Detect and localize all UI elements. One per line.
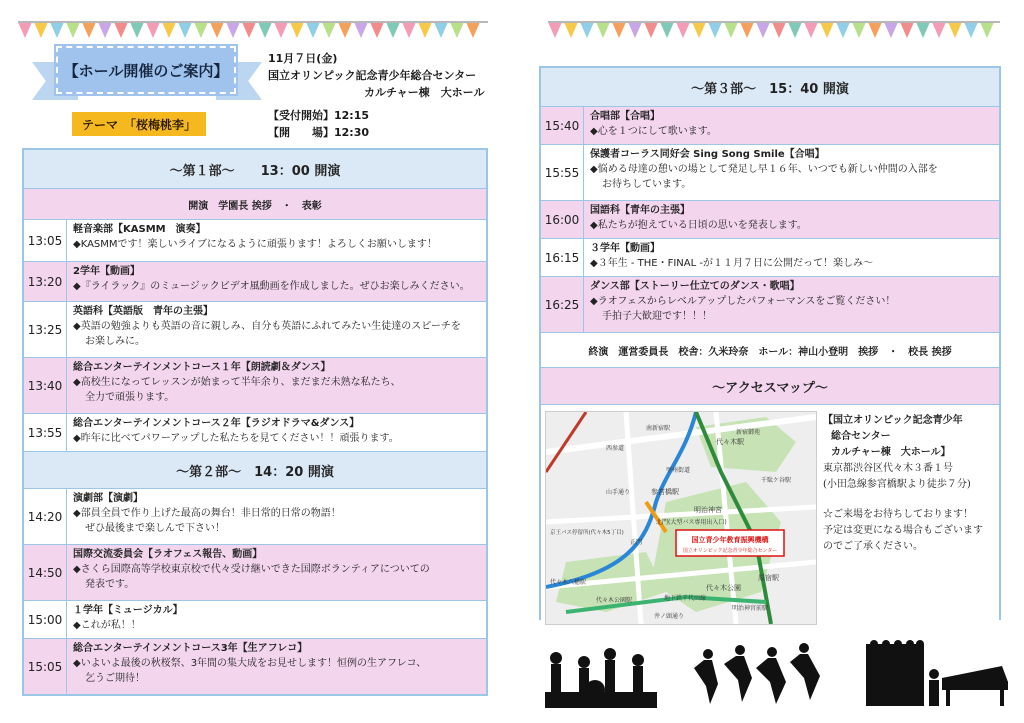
closing-line: 終演 運営委員長 校舎：久米玲奈 ホール：神山小登明 挨拶 ・ 校長 挨拶 — [541, 333, 999, 368]
program-time: 13:20 — [24, 262, 67, 301]
bunting-pennant — [18, 22, 32, 38]
bunting-pennant — [756, 22, 770, 38]
program-title: 国際交流委員会【ラオフェス報告、動画】 — [73, 549, 263, 560]
bunting-pennant — [82, 22, 96, 38]
program-description: ◆ラオフェスからレベルアップしたパフォーマンスをご覧ください！ — [590, 296, 896, 307]
program-content — [67, 220, 486, 261]
map-yoyogi-koen-st: 代々木公園駅 — [596, 597, 633, 604]
program-content — [67, 639, 486, 694]
program-time: 13:40 — [24, 358, 67, 413]
map-park: 代々木公園 — [706, 584, 741, 592]
reception-time: 【受付開始】12:15 — [268, 109, 370, 122]
program-time: 15:40 — [541, 107, 584, 144]
program-description: ◆３年生 - THE・FINAL -が１１月７日に公開だって！楽しみ～ — [590, 258, 873, 269]
program-description: お待ちしています。 — [602, 179, 692, 190]
bunting-pennant — [418, 22, 432, 38]
bunting-pennant — [258, 22, 272, 38]
map-yoyogi-hachiman: 代々木八幡駅 — [550, 579, 587, 586]
program-description: ◆高校生になってレッスンが始まって半年余り、まだまだ未熟な私たち、 — [73, 377, 401, 388]
part3-header: ～第３部～ 15：40 開演 — [541, 68, 999, 107]
event-hall: カルチャー棟 大ホール — [364, 86, 485, 99]
bunting-pennant — [884, 22, 898, 38]
bunting-pennant — [66, 22, 80, 38]
bunting-pennant — [434, 22, 448, 38]
program-content — [584, 145, 999, 200]
bunting-pennant — [34, 22, 48, 38]
bunting-pennant — [932, 22, 946, 38]
program-row — [541, 239, 999, 277]
program-time: 13:05 — [24, 220, 67, 261]
program-content — [67, 302, 486, 357]
bunting-pennant — [820, 22, 834, 38]
bunting-pennant — [548, 22, 562, 38]
program-row — [24, 358, 486, 414]
address-line-1: 【国立オリンピック記念青少年 — [823, 415, 963, 426]
bunting-pennant — [692, 22, 706, 38]
bunting-pennant — [948, 22, 962, 38]
program-row — [541, 277, 999, 333]
band-silhouette-image — [545, 638, 657, 708]
map-koshu: 甲州街道 — [666, 467, 691, 474]
program-title: 軽音楽部【KASMM 演奏】 — [73, 224, 206, 235]
part1-opening: 開演 学園長 挨拶 ・ 表彰 — [24, 189, 486, 220]
program-content — [584, 201, 999, 238]
program-row — [24, 545, 486, 601]
program-title: 国語科【青年の主張】 — [590, 205, 690, 216]
bunting-pennant — [788, 22, 802, 38]
part2-header: ～第２部～ 14：20 開演 — [24, 452, 486, 489]
access-map — [545, 411, 817, 625]
map-west-gate: 正門 — [630, 539, 643, 546]
program-description: 全力で頑張ります。 — [85, 392, 175, 403]
bunting-pennant — [386, 22, 400, 38]
program-row — [24, 639, 486, 695]
address-line-3: カルチャー棟 大ホール】 — [831, 447, 951, 458]
map-center-sublabel: 国立オリンピック記念青少年総合センター — [682, 548, 778, 554]
program-row — [24, 220, 486, 262]
program-description: 乞うご期待！ — [85, 673, 145, 684]
bunting-pennant — [724, 22, 738, 38]
map-yoyogi-st: 代々木駅 — [716, 438, 744, 446]
bunting-pennant — [338, 22, 352, 38]
program-time: 16:25 — [541, 277, 584, 332]
program-time: 13:55 — [24, 414, 67, 451]
program-row — [541, 107, 999, 145]
event-info — [268, 50, 484, 141]
program-row — [24, 262, 486, 302]
header-ribbon — [32, 44, 262, 106]
program-description: 発表です。 — [85, 579, 135, 590]
access-map-drawing — [546, 412, 816, 624]
event-date: 11月７日(金) — [268, 52, 338, 65]
program-title: 演劇部【演劇】 — [73, 493, 143, 504]
map-subway: 地下鉄千代田線 — [664, 595, 707, 602]
bunting-pennant — [370, 22, 384, 38]
bunting-pennant — [114, 22, 128, 38]
note-line-3: のでご了承ください。 — [823, 541, 923, 552]
bunting-right — [548, 22, 1000, 44]
program-table-left — [22, 148, 488, 696]
bunting-pennant — [98, 22, 112, 38]
program-title: 総合エンターテインメントコース２年【ラジオドラマ&ダンス】 — [73, 418, 360, 429]
map-station1: 参宮橋駅 — [651, 488, 679, 496]
bunting-left — [18, 22, 488, 44]
program-description: ◆さくら国際高等学校東京校で代々受け継いできた国際ボランティアについての — [73, 564, 430, 575]
bunting-pennant — [178, 22, 192, 38]
bunting-pennant — [644, 22, 658, 38]
program-title: 総合エンターテインメントコース3年【生アフレコ】 — [73, 643, 308, 654]
access-address — [817, 405, 989, 631]
bunting-pennant — [290, 22, 304, 38]
program-row — [24, 601, 486, 639]
program-time: 16:15 — [541, 239, 584, 276]
program-time: 14:50 — [24, 545, 67, 600]
program-title: ３学年【動画】 — [590, 243, 660, 254]
address-line-2: 総合センター — [831, 431, 891, 442]
program-description: ◆部員全員で作り上げた最高の舞台！非日常的日常の物語！ — [73, 508, 341, 519]
bunting-pennant — [740, 22, 754, 38]
program-title: 総合エンターテインメントコース１年【朗読劇＆ダンス】 — [73, 362, 331, 373]
access-header: ～アクセスマップ～ — [541, 368, 999, 405]
program-row — [24, 489, 486, 545]
program-content — [67, 601, 486, 638]
program-content — [67, 262, 486, 301]
program-time: 14:20 — [24, 489, 67, 544]
program-title: 2学年【動画】 — [73, 266, 140, 277]
program-content — [584, 239, 999, 276]
program-time: 15:05 — [24, 639, 67, 694]
part1-rows — [24, 220, 486, 452]
bunting-pennant — [772, 22, 786, 38]
program-content — [67, 358, 486, 413]
program-row — [541, 201, 999, 239]
program-table-right — [539, 66, 1001, 620]
program-time: 15:55 — [541, 145, 584, 200]
program-description: ◆KASMMです！楽しいライブになるように頑張ります！よろしくお願いします！ — [73, 239, 437, 250]
bunting-pennant — [612, 22, 626, 38]
bunting-pennant — [900, 22, 914, 38]
bunting-pennant — [466, 22, 480, 38]
program-description: ◆いよいよ最後の秋桜祭、3年間の集大成をお見せします！恒例の生アフレコ、 — [73, 658, 427, 669]
bunting-pennant — [162, 22, 176, 38]
program-title: 合唱部【合唱】 — [590, 111, 660, 122]
part3-rows — [541, 107, 999, 333]
program-content — [584, 277, 999, 332]
program-content — [584, 107, 999, 144]
program-content — [67, 545, 486, 600]
map-nishisando: 西参道 — [606, 445, 625, 452]
note-line-2: 予定は変更になる場合もございます — [823, 525, 983, 536]
bunting-pennant — [580, 22, 594, 38]
map-center-label: 国立青少年教育振興機構 — [691, 536, 769, 544]
bunting-pennant — [836, 22, 850, 38]
program-description: ◆悩める母達の憩いの場として発足し早１６年、いつでも新しい仲間の入部を — [590, 164, 938, 175]
map-minami-shinjuku: 南新宿駅 — [646, 425, 671, 432]
program-time: 16:00 — [541, 201, 584, 238]
program-content — [67, 414, 486, 451]
bunting-pennant — [146, 22, 160, 38]
map-north-gate: 北門(大型バス専用出入口) — [656, 519, 727, 526]
bunting-pennant — [274, 22, 288, 38]
bunting-pennant — [852, 22, 866, 38]
map-sendagaya: 千駄ケ谷駅 — [761, 477, 792, 484]
program-row — [541, 145, 999, 201]
map-inokashira: 井ノ頭通り — [654, 613, 685, 620]
bunting-pennant — [676, 22, 690, 38]
program-description: ◆昨年に比べてパワーアップした私たちを見てください！！頑張ります。 — [73, 433, 399, 444]
bunting-pennant — [708, 22, 722, 38]
program-row — [24, 302, 486, 358]
program-title: 保護者コーラス同好会 Sing Song Smile【合唱】 — [590, 149, 825, 160]
note-line-1: ☆ご来場をお待ちしております！ — [823, 509, 973, 520]
bunting-pennant — [210, 22, 224, 38]
bunting-pennant — [804, 22, 818, 38]
program-description: お楽しみに。 — [85, 336, 145, 347]
event-venue: 国立オリンピック記念青少年総合センター — [268, 69, 477, 82]
bunting-pennant — [660, 22, 674, 38]
program-description: ◆英語の勉強よりも英語の音に親しみ、自分も英語にふれてみたい生徒達のスピーチを — [73, 321, 461, 332]
bunting-pennant — [596, 22, 610, 38]
bunting-pennant — [450, 22, 464, 38]
bunting-pennant — [628, 22, 642, 38]
bunting-pennant — [916, 22, 930, 38]
address-line-5: (小田急線参宮橋駅より徒歩７分) — [823, 479, 971, 490]
bunting-pennant — [194, 22, 208, 38]
opening-time: 【開 場】12:30 — [268, 126, 370, 139]
part2-rows — [24, 489, 486, 695]
program-row — [24, 414, 486, 452]
program-content — [67, 489, 486, 544]
program-title: ダンス部【ストーリー仕立てのダンス・歌唱】 — [590, 281, 800, 292]
bunting-pennant — [50, 22, 64, 38]
map-harajuku-st: 原宿駅 — [758, 574, 779, 582]
bunting-pennant — [226, 22, 240, 38]
program-time: 13:25 — [24, 302, 67, 357]
program-description: ◆これが私！！ — [73, 620, 141, 631]
bunting-pennant — [354, 22, 368, 38]
access-section — [541, 405, 999, 631]
map-yamate: 山手通り — [606, 489, 631, 496]
program-time: 15:00 — [24, 601, 67, 638]
program-title: １学年【ミュージカル】 — [73, 605, 183, 616]
bunting-pennant — [868, 22, 882, 38]
bunting-pennant — [402, 22, 416, 38]
bunting-pennant — [130, 22, 144, 38]
program-description: ◆心を１つにして歌います。 — [590, 126, 717, 137]
bunting-pennant — [964, 22, 978, 38]
bunting-pennant — [306, 22, 320, 38]
bunting-pennant — [242, 22, 256, 38]
map-shinjuku: 新宿御苑 — [736, 429, 761, 436]
map-keio: 京王バス停留所(代々木5丁目) — [550, 530, 624, 536]
program-title: 英語科【英語版 青年の主張】 — [73, 306, 213, 317]
map-meiji: 明治神宮 — [694, 506, 722, 514]
program-description: ◆私たちが抱えている日頃の思いを発表します。 — [590, 220, 807, 231]
bunting-pennant — [322, 22, 336, 38]
choir-piano-silhouette-image — [862, 638, 1010, 708]
address-line-4: 東京都渋谷区代々木３番１号 — [823, 463, 953, 474]
dancers-silhouette-image — [690, 638, 830, 708]
bunting-pennant — [564, 22, 578, 38]
theme-label: テーマ 「桜梅桃李」 — [72, 112, 206, 136]
part1-header: ～第１部～ 13：00 開演 — [24, 150, 486, 189]
bunting-pennant — [980, 22, 994, 38]
map-meijijingumae: 明治神宮前駅 — [732, 605, 769, 612]
program-description: 手拍子大歓迎です！！！ — [602, 311, 712, 322]
program-description: ◆『ライラック』のミュージックビデオ風動画を作成しました。ぜひお楽しみください。 — [73, 281, 470, 292]
hall-info-badge: 【ホール開催のご案内】 — [56, 46, 236, 94]
program-description: ぜひ最後まで楽しんで下さい！ — [85, 523, 225, 534]
